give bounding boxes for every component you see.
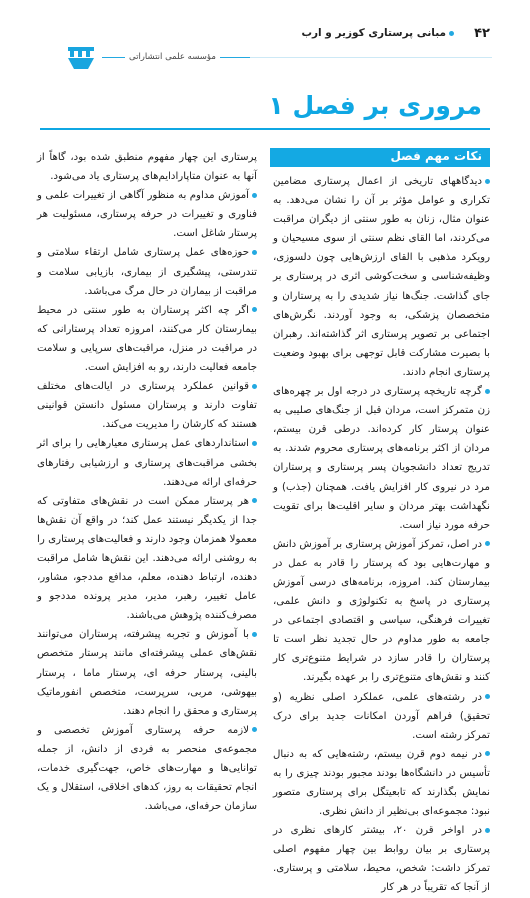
bullet-dot-icon xyxy=(449,31,454,36)
list-item: گرچه تاریخچه پرستاری در درجه اول بر چهره‌های زن متمرکز است، مردان قبل از جنگ‌های صلیبی به عنوان پرستار کار کرده‌اند. درطی قرن بیستم، مردان از اکثر برنامه‌های پرستاری محروم شدند. به تدریج تعداد دانشجویان پسر پرستاری و پرستاران مرد در نیروی کار افزایش یافت. همچنان (جذب) و نگهداشت بهتر مردان و سایر اقلیت‌ها برای تقویت حرفه مورد نیاز است. xyxy=(273,382,490,535)
page-number: ۴۲ xyxy=(474,26,490,41)
list-item: استانداردهای عمل پرستاری معیارهایی را برای اثر بخشی مراقبت‌های پرستاری و ارزشیابی رفتارهای حرفه‌ای ارائه می‌دهند. xyxy=(37,434,257,491)
title-text: مروری بر فصل ۱ xyxy=(268,91,482,120)
list-item: لازمه حرفه پرستاری آموزش تخصصی و مجموعه‌ی منحصر به فردی از دانش، از جمله توانایی‌ها و مهارت‌های خاص، جهت‌گیری خدمات، انجام تحقیقات به روز، کدهای اخلاقی، استقلال و یک سازمان حرفه‌ای، می‌باشد. xyxy=(37,721,257,816)
section-heading: نکات مهم فصل xyxy=(390,149,482,163)
left-column xyxy=(37,148,257,816)
list-item: با آموزش و تجربه پیشرفته، پرستاران می‌توانند نقش‌های عملی پیشرفته‌ای مانند پرستار متخصص بالینی، پرستار حرفه ای، پرستار ماما ، پرستار بیهوشی، مربی، سرپرست، متخصص انفورماتیک پرستاری و محقق را انجام دهند. xyxy=(37,625,257,720)
section-heading-bar xyxy=(270,148,490,167)
publisher-name: مؤسسه علمی انتشاراتی xyxy=(125,52,220,62)
right-column xyxy=(273,172,490,898)
header-rule-light xyxy=(250,57,492,58)
list-item: هر پرستار ممکن است در نقش‌های متفاوتی که جدا از یکدیگر نیستند عمل کند؛ در واقع آن نقش‌ها معمولا همزمان وجود دارند و فعالیت‌های پرستاری را به روشنی ارائه می‌دهند. این نقش‌ها شامل مراقبت دهنده، ارتباط دهنده، معلم، مدافع مددجو، مشاور، عامل تغییر، رهبر، مدیر، مدیر پرونده مددجو و مصرف‌کننده پژوهش می‌باشند. xyxy=(37,492,257,626)
list-item: حوزه‌های عمل پرستاری شامل ارتقاء سلامتی و تندرستی، پیشگیری از بیماری، بازیابی سلامت و مراقبت از بیماران در حال مرگ می‌باشد. xyxy=(37,243,257,300)
list-item: دیدگاههای تاریخی از اعمال پرستاری مضامین تکراری و عوامل مؤثر بر آن را نشان می‌دهد. به عنوان مثال، زنان به طور سنتی از دیگران مراقبت می‌کردند، اما القای نظم سنتی از سوی مسیحیان و رویکرد مذهبی با القای ارزش‌هایی چون دلسوزی، وظیفه‌شناسی و سخت‌کوشی اثری در پرستاری بر جای گذاشت. جنگ‌ها نیاز شدیدی را به پرستاران و متخصصان پزشکی، به وجود آوردند. نگرش‌های اجتماعی بر تصویر پرستاری اثر گذاشته‌اند. رهبران با بصیرت مشارکت قابل توجهی برای بهبود وضعیت پرستاری انجام دادند. xyxy=(273,172,490,382)
list-item: اگر چه اکثر پرستاران به طور سنتی در محیط بیمارستان کار می‌کنند، امروزه تعداد پرستارانی که در مراقبت در منزل، مراقبت‌های سرپایی و سلامت جامعه فعالیت دارند، رو به افزایش است. xyxy=(37,301,257,377)
title-rule xyxy=(40,128,490,130)
list-item: آموزش مداوم به منظور آگاهی از تغییرات علمی و فناوری و تغییرات در حرفه پرستاری، مسئولیت هر پرستار شاغل است. xyxy=(37,186,257,243)
page-header xyxy=(0,0,530,78)
list-item: در رشته‌های علمی، عملکرد اصلی نظریه (و تحقیق) فراهم آوردن امکانات جدید برای درک تمرکز رشته است. xyxy=(273,688,490,745)
book-title xyxy=(301,27,454,39)
list-item: در اواخر قرن ۲۰، بیشتر کارهای نظری در پرستاری بر بیان روابط بین چهار مفهوم اصلی تمرکز داشت: شخص، محیط، سلامتی و پرستاری. از آنجا که تقریباً در هر کار xyxy=(273,821,490,897)
book-title-text: مبانی پرستاری کوزیر و ارب xyxy=(301,27,446,39)
list-item: در نیمه دوم قرن بیستم، رشته‌هایی که به دنبال تأسیس در دانشگاه‌ها بودند مجبور بودند چیزی را به نمایش بگذارند که تابعیتگل برای پرستاری متصور نبود: مجموعه‌ای بی‌نظیر از دانش نظری. xyxy=(273,745,490,821)
chapter-review-title xyxy=(40,88,490,134)
list-item: قوانین عملکرد پرستاری در ایالت‌های مختلف تفاوت دارند و پرستاران مسئول دانستن قوانینی هستند که کارشان را مدیریت می‌کند. xyxy=(37,377,257,434)
publisher-logo-icon xyxy=(66,44,96,72)
list-item-continued: پرستاری این چهار مفهوم منطبق شده بود، گاهاً از آنها به عنوان متاپارادایم‌های پرستاری یاد می‌شود. xyxy=(37,152,257,183)
list-item: در اصل، تمرکز آموزش پرستاری بر آموزش دانش و مهارت‌هایی بود که پرستار را قادر به عمل در بیمارستان کند. امروزه، برنامه‌های درسی آموزش پرستاری در پاسخ به تکنولوژی و دانش علمی، تغییرات فرهنگی، سیاسی و اقتصادی اجتماعی در جامعه به طور مداوم در حال تجدید نظر است تا پرستاران را قادر سازد در شرایط متنوع‌تری کار کنند و نقش‌های متنوع‌تری را بر عهده بگیرند. xyxy=(273,535,490,688)
